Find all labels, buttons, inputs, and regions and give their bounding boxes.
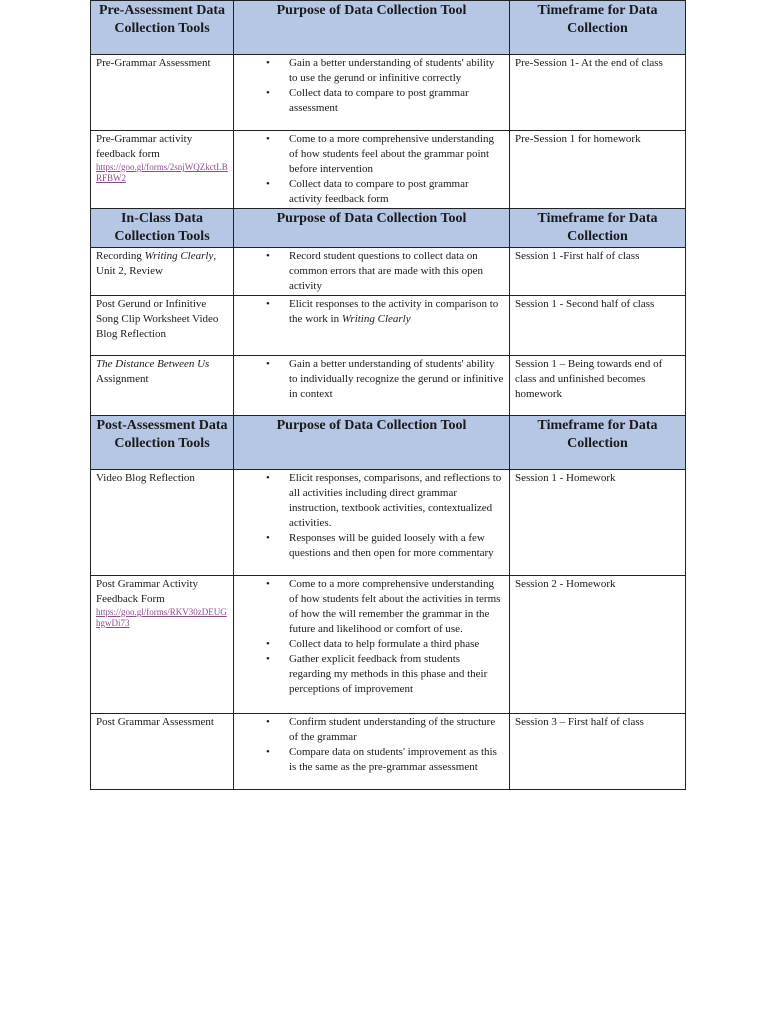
purpose-bullet: • Collect data to compare to post grammar assessment	[289, 86, 504, 116]
data-collection-table	[90, 0, 686, 790]
header-timeframe: Timeframe for Data Collection	[510, 209, 686, 248]
tool-name: Post Gerund or Infinitive Song Clip Worksheet Video Blog Reflection	[96, 298, 219, 340]
timeframe-cell: Pre-Session 1- At the end of class	[510, 55, 686, 131]
purpose-cell	[234, 356, 510, 416]
form-link[interactable]: https://goo.gl/forms/RKV30zDEUGhgwDi73	[96, 607, 227, 628]
purpose-cell	[234, 576, 510, 714]
tool-name-suffix: Assignment	[96, 373, 149, 385]
table-row	[91, 296, 686, 356]
table-row	[91, 248, 686, 296]
timeframe-cell: Session 2 - Homework	[510, 576, 686, 714]
timeframe-cell: Session 1 - Homework	[510, 470, 686, 576]
tool-cell	[91, 576, 234, 714]
header-purpose: Purpose of Data Collection Tool	[234, 209, 510, 248]
header-timeframe: Timeframe for Data Collection	[510, 416, 686, 470]
purpose-bullet: • Gather explicit feedback from students regarding my methods in this phase and their perceptions of improvement	[289, 652, 504, 697]
timeframe-cell: Session 1 -First half of class	[510, 248, 686, 296]
header-purpose: Purpose of Data Collection Tool	[234, 416, 510, 470]
tool-name: Post Grammar Assessment	[96, 716, 214, 728]
table-row	[91, 55, 686, 131]
textbook-title: Writing Clearly	[341, 313, 411, 325]
tool-name: Pre-Grammar activity feedback form	[96, 133, 193, 160]
timeframe-cell: Pre-Session 1 for homework	[510, 131, 686, 209]
tool-name: Video Blog Reflection	[96, 472, 195, 484]
table-row	[91, 131, 686, 209]
tool-name: Recording	[96, 250, 145, 262]
purpose-bullet: • Responses will be guided loosely with a few questions and then open for more commentary	[289, 531, 504, 561]
tool-cell	[91, 356, 234, 416]
purpose-bullet: • Gain a better understanding of students' ability to individually recognize the gerund or infinitive in context	[289, 357, 504, 402]
table-row	[91, 576, 686, 714]
header-tools: In-Class Data Collection Tools	[91, 209, 234, 248]
table-row	[91, 356, 686, 416]
header-timeframe: Timeframe for Data Collection	[510, 1, 686, 55]
purpose-cell	[234, 55, 510, 131]
purpose-cell	[234, 714, 510, 790]
timeframe-cell: Session 1 – Being towards end of class and unfinished becomes homework	[510, 356, 686, 416]
purpose-bullet: • Come to a more comprehensive understanding of how students felt about the activities in terms of how the will remember the grammar in the future and likelihood or comfort of use.	[289, 577, 504, 637]
purpose-bullet: • Confirm student understanding of the structure of the grammar	[289, 715, 504, 745]
form-link[interactable]: https://goo.gl/forms/2snjWQZkctLBRFBW2	[96, 162, 228, 183]
section-header-in-class	[91, 209, 686, 248]
purpose-cell	[234, 131, 510, 209]
header-purpose: Purpose of Data Collection Tool	[234, 1, 510, 55]
book-title: The Distance Between Us	[96, 358, 210, 370]
tool-cell	[91, 131, 234, 209]
purpose-bullet: • Compare data on students' improvement as this is the same as the pre-grammar assessment	[289, 745, 504, 775]
textbook-title: Writing Clearly	[144, 250, 214, 262]
purpose-bullet	[289, 297, 504, 327]
purpose-cell	[234, 296, 510, 356]
purpose-bullet: • Gain a better understanding of students' ability to use the gerund or infinitive correctly	[289, 56, 504, 86]
header-tools: Post-Assessment Data Collection Tools	[91, 416, 234, 470]
tool-cell	[91, 714, 234, 790]
purpose-bullet: • Record student questions to collect data on common errors that are made with this open activity	[289, 249, 504, 294]
table-row	[91, 470, 686, 576]
tool-cell	[91, 470, 234, 576]
tool-name: Pre-Grammar Assessment	[96, 57, 211, 69]
tool-cell	[91, 296, 234, 356]
purpose-cell	[234, 470, 510, 576]
purpose-bullet: • Collect data to compare to post grammar activity feedback form	[289, 177, 504, 207]
header-tools: Pre-Assessment Data Collection Tools	[91, 1, 234, 55]
section-header-pre-assessment	[91, 1, 686, 55]
tool-cell	[91, 248, 234, 296]
purpose-bullet: • Collect data to help formulate a third phase	[289, 637, 504, 652]
purpose-text: Elicit responses to the activity in comparison to the work in	[289, 298, 499, 325]
tool-name: Post Grammar Activity Feedback Form	[96, 578, 199, 605]
timeframe-cell: Session 1 - Second half of class	[510, 296, 686, 356]
purpose-cell	[234, 248, 510, 296]
tool-name-suffix: , Unit 2, Review	[96, 250, 217, 277]
section-header-post-assessment	[91, 416, 686, 470]
timeframe-cell: Session 3 – First half of class	[510, 714, 686, 790]
table-row	[91, 714, 686, 790]
tool-cell	[91, 55, 234, 131]
purpose-bullet: • Elicit responses, comparisons, and reflections to all activities including direct grammar instruction, textbook activities, contextualized activities.	[289, 471, 504, 531]
purpose-bullet: • Come to a more comprehensive understanding of how students feel about the grammar point before intervention	[289, 132, 504, 177]
